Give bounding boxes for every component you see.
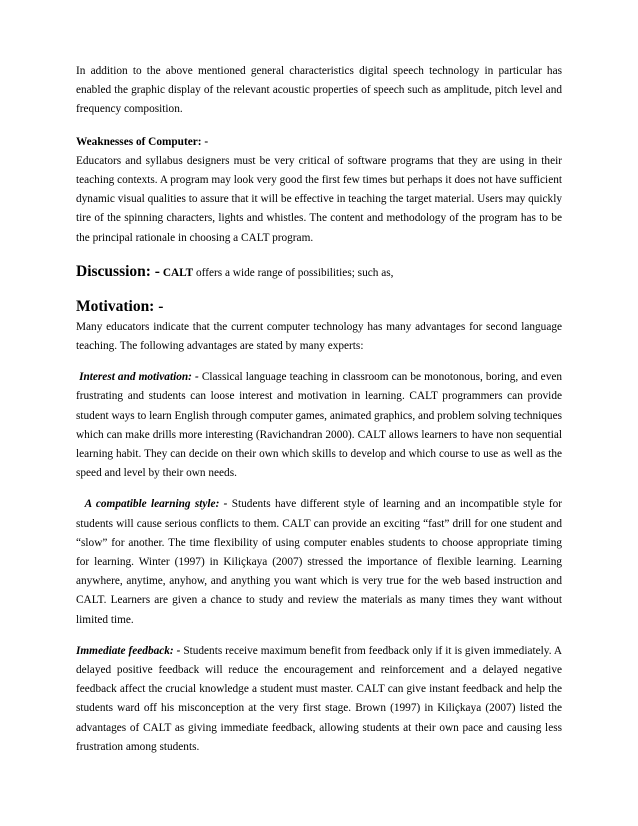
compatible-text: Students have different style of learning and an incompatible style for students will cause serious conflicts to them. CALT can provide an exciting “fast” drill for one student and “slow” for another. The time flexibility of using computer enables students to choose appropriate timing for learning. Winter (1997) in Kiliçkaya (2007) stressed the importance of flexible learning. Learning anywhere, anytime, anyhow, and anything you want which is very true for the web based instruction and CALT. Learners are given a chance to study and review the materials as many times they want without limited time. xyxy=(76,498,562,626)
compatible-label: A compatible learning style: - xyxy=(84,498,228,511)
discussion-lead: CALT xyxy=(162,266,194,279)
compatible-paragraph xyxy=(76,495,562,629)
intro-paragraph: In addition to the above mentioned general characteristics digital speech technology in particular has enabled the graphic display of the relevant acoustic properties of speech such as amplitude, pitch level and frequency composition. xyxy=(76,65,562,116)
discussion-line xyxy=(76,261,562,284)
weaknesses-paragraph: Educators and syllabus designers must be very critical of software programs that they are using in their teaching contexts. A program may look very good the first few times but perhaps it does not have sufficient dynamic visual qualities to assure that it will be effective in teaching the target material. Users may quickly tire of the spinning characters, lights and whistles. The content and methodology of the program has to be the principal rationale in choosing a CALT program. xyxy=(76,154,562,244)
motivation-heading: Motivation: - xyxy=(76,297,164,315)
weaknesses-heading: Weaknesses of Computer: - xyxy=(76,135,209,148)
feedback-paragraph xyxy=(76,642,562,757)
feedback-text: Students receive maximum benefit from feedback only if it is given immediately. A delayed positive feedback will reduce the encouragement and reinforcement and a delayed negative feedback affect the crucial knowledge a student must master. CALT can give instant feedback and help the students ward off his misconception at the very first stage. Brown (1997) in Kiliçkaya (2007) listed the advantages of CALT as giving immediate feedback, allowing students at their own pace and causing less frustration among students. xyxy=(76,644,562,753)
interest-paragraph xyxy=(76,368,562,483)
discussion-text: offers a wide range of possibilities; such as, xyxy=(193,266,394,279)
interest-text: Classical language teaching in classroom can be monotonous, boring, and even frustrating and students can loose interest and motivation in learning. CALT programmers can provide student ways to learn English through computer games, animated graphics, and problem solving techniques which can make drills more interesting (Ravichandran 2000). CALT allows learners to have non sequential learning habit. They can decide on their own which skills to develop and which course to use as well as the speed and level by their own needs. xyxy=(76,371,563,480)
motivation-paragraph: Many educators indicate that the current computer technology has many advantages for second language teaching. The following advantages are stated by many experts: xyxy=(76,320,562,353)
feedback-label: Immediate feedback: - xyxy=(76,644,181,657)
discussion-heading: Discussion: - xyxy=(76,262,160,280)
interest-label: Interest and motivation: - xyxy=(79,371,199,384)
document-page xyxy=(76,62,562,757)
